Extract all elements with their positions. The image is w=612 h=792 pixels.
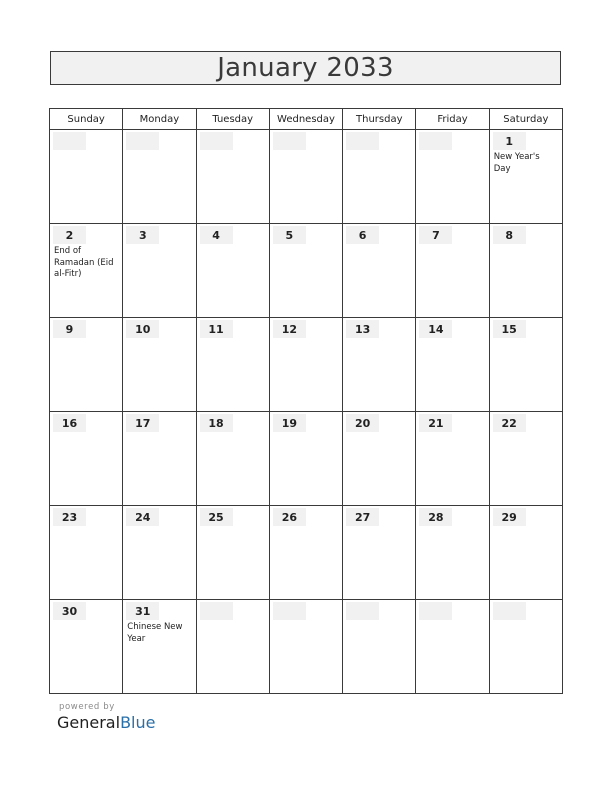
- day-cell: [50, 412, 123, 506]
- footer-branding: [57, 702, 155, 732]
- calendar-grid: [49, 108, 563, 694]
- day-number: 9: [53, 320, 86, 338]
- week-row: [50, 600, 563, 694]
- day-number: [200, 602, 233, 620]
- calendar-title: January 2033: [217, 53, 394, 83]
- day-number: [419, 602, 452, 620]
- weekday-saturday: Saturday: [489, 109, 562, 130]
- week-row: [50, 506, 563, 600]
- day-number: 28: [419, 508, 452, 526]
- day-cell: [123, 600, 196, 694]
- day-cell: [269, 224, 342, 318]
- day-number: 24: [126, 508, 159, 526]
- week-row: [50, 412, 563, 506]
- day-cell: [50, 130, 123, 224]
- day-cell: [50, 506, 123, 600]
- brand-name-part1: General: [57, 713, 121, 732]
- day-number: [419, 132, 452, 150]
- holiday-label: End of Ramadan (Eid al-Fitr): [54, 246, 114, 279]
- day-number: 10: [126, 320, 159, 338]
- day-cell: [416, 506, 489, 600]
- weekday-thursday: Thursday: [343, 109, 416, 130]
- day-number: 26: [273, 508, 306, 526]
- day-cell: [343, 600, 416, 694]
- day-number: 5: [273, 226, 306, 244]
- day-cell: [416, 412, 489, 506]
- day-number: 4: [200, 226, 233, 244]
- day-number: 19: [273, 414, 306, 432]
- day-number: [273, 602, 306, 620]
- day-cell: [343, 130, 416, 224]
- day-number: 15: [493, 320, 526, 338]
- day-cell: [416, 318, 489, 412]
- day-cell: [50, 318, 123, 412]
- day-cell: [123, 130, 196, 224]
- day-number: [126, 132, 159, 150]
- day-cell: [343, 318, 416, 412]
- day-number: 8: [493, 226, 526, 244]
- day-cell: [196, 318, 269, 412]
- day-cell: [269, 412, 342, 506]
- day-cell: [343, 506, 416, 600]
- day-number: [346, 602, 379, 620]
- day-number: 13: [346, 320, 379, 338]
- day-cell: [489, 600, 562, 694]
- day-number: [53, 132, 86, 150]
- day-number: [346, 132, 379, 150]
- day-number: 17: [126, 414, 159, 432]
- weekday-header-row: [50, 109, 563, 130]
- day-cell: [50, 224, 123, 318]
- day-number: 7: [419, 226, 452, 244]
- day-cell: [343, 224, 416, 318]
- day-cell: [343, 412, 416, 506]
- day-number: 12: [273, 320, 306, 338]
- week-row: [50, 130, 563, 224]
- day-cell: [50, 600, 123, 694]
- day-cell: [489, 318, 562, 412]
- day-number: 25: [200, 508, 233, 526]
- day-number: 1: [493, 132, 526, 150]
- powered-by-text: powered by: [59, 702, 115, 712]
- day-number: 27: [346, 508, 379, 526]
- day-cell: [196, 506, 269, 600]
- day-number: 3: [126, 226, 159, 244]
- day-number: 22: [493, 414, 526, 432]
- day-cell: [269, 600, 342, 694]
- day-number: [493, 602, 526, 620]
- day-cell: [123, 412, 196, 506]
- week-row: [50, 224, 563, 318]
- day-number: 21: [419, 414, 452, 432]
- day-number: 16: [53, 414, 86, 432]
- day-number: [273, 132, 306, 150]
- day-number: 20: [346, 414, 379, 432]
- day-cell: [123, 224, 196, 318]
- weekday-sunday: Sunday: [50, 109, 123, 130]
- weekday-monday: Monday: [123, 109, 196, 130]
- weekday-friday: Friday: [416, 109, 489, 130]
- day-number: 31: [126, 602, 159, 620]
- day-cell: [489, 412, 562, 506]
- day-cell: [416, 130, 489, 224]
- calendar-title-box: [50, 51, 561, 85]
- day-number: 23: [53, 508, 86, 526]
- day-cell: [269, 506, 342, 600]
- day-cell: [196, 412, 269, 506]
- day-cell: [196, 224, 269, 318]
- day-number: 6: [346, 226, 379, 244]
- weekday-wednesday: Wednesday: [269, 109, 342, 130]
- day-number: 18: [200, 414, 233, 432]
- day-number: 30: [53, 602, 86, 620]
- day-number: 11: [200, 320, 233, 338]
- day-number: 29: [493, 508, 526, 526]
- day-cell: [269, 130, 342, 224]
- day-cell: [123, 506, 196, 600]
- generalblue-logo: [57, 713, 155, 732]
- holiday-label: New Year's Day: [493, 152, 540, 174]
- day-number: [200, 132, 233, 150]
- day-cell: [489, 506, 562, 600]
- day-cell: [269, 318, 342, 412]
- weekday-tuesday: Tuesday: [196, 109, 269, 130]
- day-cell: [416, 600, 489, 694]
- day-cell: [416, 224, 489, 318]
- day-cell: [489, 130, 562, 224]
- day-number: 2: [53, 226, 86, 244]
- brand-name-part2: Blue: [120, 713, 156, 732]
- day-cell: [123, 318, 196, 412]
- day-number: 14: [419, 320, 452, 338]
- day-cell: [196, 130, 269, 224]
- day-cell: [489, 224, 562, 318]
- day-cell: [196, 600, 269, 694]
- week-row: [50, 318, 563, 412]
- holiday-label: Chinese New Year: [127, 622, 183, 644]
